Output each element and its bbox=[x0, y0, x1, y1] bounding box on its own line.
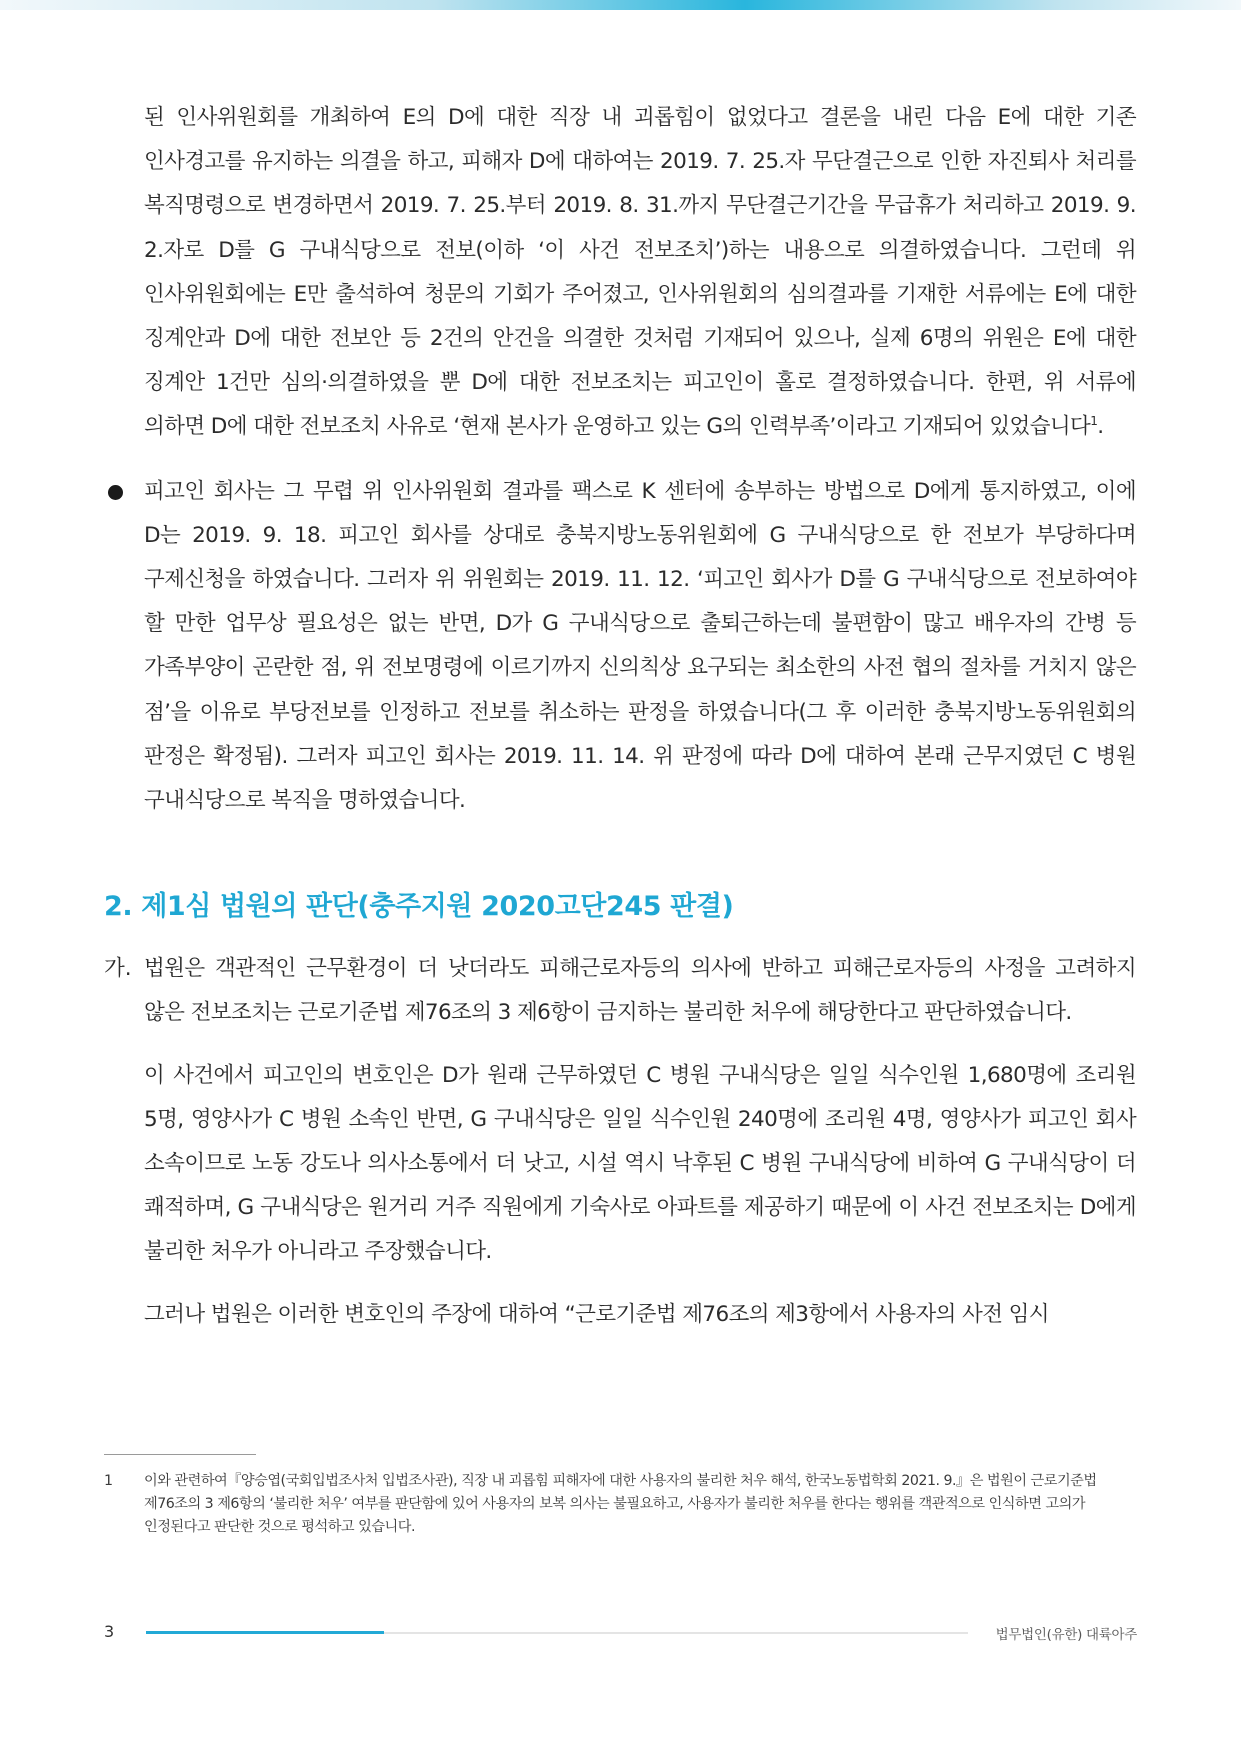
paragraph-personnel-committee bbox=[104, 96, 1136, 450]
section-heading: 2. 제1심 법원의 판단(충주지원 2020고단245 판결) bbox=[104, 891, 734, 923]
bullet-item bbox=[104, 470, 1136, 824]
paragraph-defense-argument: 이 사건에서 피고인의 변호인은 D가 원래 근무하였던 C 병원 구내식당은 일일 식수인원 1,680명에 조리원 5명, 영양사가 C 병원 소속인 반면, G 구내식당은 일일 식수인원 240명에 조리원 4명, 영양사가 피고인 회사 소속이므로 노동 강도나 의사소통에서 더 낫고, 시설 역시 낙후된 C 병원 구내식당에 비하여 G 구내식당이 더 쾌적하며, G 구내식당은 원거리 거주 직원에게 기숙사로 아파트를 제공하기 때문에 이 사건 전보조치는 D에게 불리한 처우가 아니라고 주장했습니다. bbox=[144, 1062, 1136, 1265]
page-number: 3 bbox=[104, 1622, 115, 1641]
footnote-divider bbox=[104, 1454, 256, 1455]
document-body bbox=[104, 96, 1136, 1337]
paragraph-court-response: 그러나 법원은 이러한 변호인의 주장에 대하여 “근로기준법 제76조의 제3항에서 사용자의 사전 임시 bbox=[144, 1301, 1049, 1327]
list-item-ga bbox=[104, 947, 1136, 1035]
footnote-ref-1[interactable]: 1 bbox=[1090, 414, 1098, 429]
bullet-paragraph-text: 피고인 회사는 그 무렵 위 인사위원회 결과를 팩스로 K 센터에 송부하는 방법으로 D에게 통지하였고, 이에 D는 2019. 9. 18. 피고인 회사를 상대로 충북지방노동위원회에 G 구내식당으로 한 전보가 부당하다며 구제신청을 하였습니다. 그러자 위 위원회는 2019. 11. 12. ‘피고인 회사가 D를 G 구내식당으로 전보하여야 할 만한 업무상 필요성은 없는 반면, D가 G 구내식당으로 출퇴근하는데 불편함이 많고 배우자의 간병 등 가족부양이 곤란한 점, 위 전보명령에 이르기까지 신의칙상 요구되는 최소한의 사전 협의 절차를 거치지 않은 점’을 이유로 부당전보를 인정하고 전보를 취소하는 판정을 하였습니다(그 후 이러한 충북지방노동위원회의 판정은 확정됨). 그러자 피고인 회사는 2019. 11. 14. 위 판정에 따라 D에 대하여 본래 근무지였던 C 병원 구내식당으로 복직을 명하였습니다. bbox=[144, 478, 1136, 814]
bullet-dot-icon bbox=[108, 485, 123, 500]
footnote bbox=[104, 1470, 1136, 1539]
footnote-text: 이와 관련하여『양승엽(국회입법조사처 입법조사관), 직장 내 괴롭힘 피해자에 대한 사용자의 불리한 처우 해석, 한국노동법학회 2021. 9.』은 법원이 근로기준법 제76조의 3 제6항의 ‘불리한 처우’ 여부를 판단함에 있어 사용자의 보복 의사는 불필요하고, 사용자가 불리한 처우를 한다는 행위를 객관적으로 인식하면 고의가 인정된다고 판단한 것으로 평석하고 있습니다. bbox=[144, 1473, 1097, 1535]
paragraph-1-text: 된 인사위원회를 개최하여 E의 D에 대한 직장 내 괴롭힘이 없었다고 결론을 내린 다음 E에 대한 기존 인사경고를 유지하는 의결을 하고, 피해자 D에 대하여는 2019. 7. 25.자 무단결근으로 인한 자진퇴사 처리를 복직명령으로 변경하면서 2019. 7. 25.부터 2019. 8. 31.까지 무단결근기간을 무급휴가 처리하고 2019. 9. 2.자로 D를 G 구내식당으로 전보(이하 ‘이 사건 전보조치’)하는 내용으로 의결하였습니다. 그런데 위 인사위원회에는 E만 출석하여 청문의 기회가 주어졌고, 인사위원회의 심의결과를 기재한 서류에는 E에 대한 징계안과 D에 대한 전보안 등 2건의 안건을 의결한 것처럼 기재되어 있으나, 실제 6명의 위원은 E에 대한 징계안 1건만 심의·의결하였을 뿐 D에 대한 전보조치는 피고인이 홀로 결정하였습니다. 한편, 위 서류에 의하면 D에 대한 전보조치 사유로 ‘현재 본사가 운영하고 있는 G의 인력부족’이라고 기재되어 있었습니다 bbox=[144, 105, 1136, 440]
footnote-number: 1 bbox=[104, 1473, 113, 1489]
footer-firm-name: 법무법인(유한) 대륙아주 bbox=[995, 1627, 1137, 1643]
paragraph-1-end: . bbox=[1097, 414, 1104, 440]
footer-divider-accent bbox=[146, 1631, 384, 1634]
item-marker: 가. bbox=[104, 956, 132, 982]
item-ga-text: 법원은 객관적인 근무환경이 더 낫더라도 피해근로자등의 의사에 반하고 피해근로자등의 사정을 고려하지 않은 전보조치는 근로기준법 제76조의 3 제6항이 금지하는 불리한 처우에 해당한다고 판단하였습니다. bbox=[144, 956, 1136, 1026]
top-gradient-bar bbox=[0, 0, 1241, 10]
